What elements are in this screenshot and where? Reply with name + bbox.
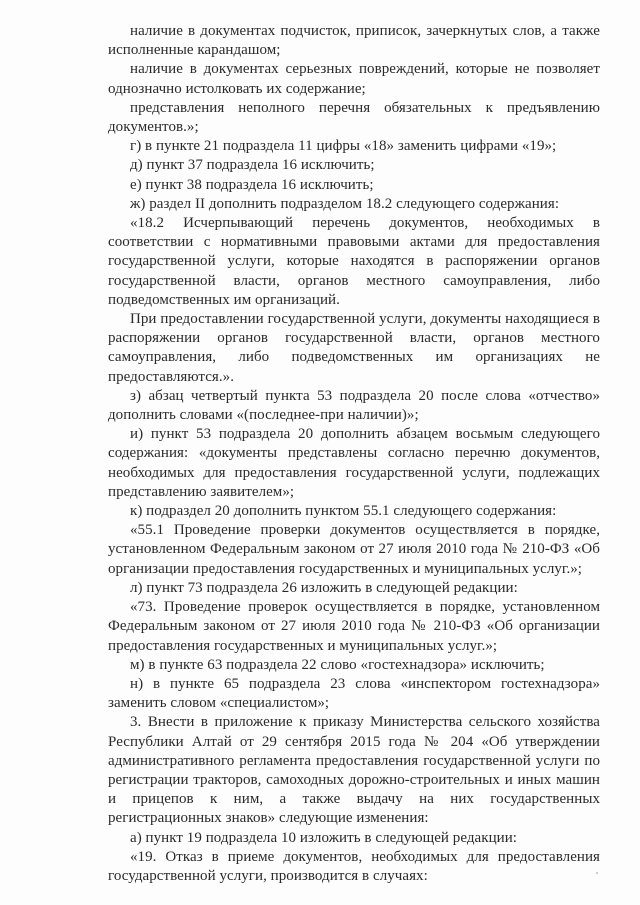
document-body (108, 22, 600, 886)
paragraph-damage: наличие в документах серьезных повреждений, которые не позволяет однозначно истолковать их содержание; (108, 61, 600, 97)
paragraph-73: «73. Проведение проверок осуществляется в порядке, установленном Федеральным законом от 27 июля 2010 года № 210-ФЗ «Об организации предоставления государственных и муниципальных услуг.»; (108, 599, 600, 654)
paragraph-item-n: н) в пункте 65 подраздела 23 слова «инспектором гостехнадзора» заменить словом «специалистом»; (108, 675, 600, 712)
paragraph-item-zh: ж) раздел II дополнить подразделом 18.2 следующего содержания: (130, 195, 560, 212)
paragraph-erasures: наличие в документах подчисток, приписок, зачеркнутых слов, а также исполненные карандашом; (108, 23, 600, 59)
paragraph-item-d: д) пункт 37 подраздела 16 исключить; (130, 157, 375, 174)
paragraph-incomplete-list: представления неполного перечня обязательных к предъявлению документов.»; (108, 99, 600, 136)
paragraph-item-g: г) в пункте 21 подраздела 11 цифры «18» заменить цифрами «19»; (130, 138, 557, 155)
paragraph-19: «19. Отказ в приеме документов, необходимых для предоставления государственной услуги, производится в случаях: (108, 848, 600, 884)
paragraph-item-m: м) в пункте 63 подраздела 22 слово «гостехнадзора» исключить; (130, 656, 545, 673)
paragraph-item-a: а) пункт 19 подраздела 10 изложить в следующей редакции: (130, 829, 518, 846)
paragraph-section-3: 3. Внести в приложение к приказу Министерства сельского хозяйства Республики Алтай от 29 сентября 2015 года № 204 «Об утверждении административного регламента предоставления государственной услуги по регистрации тракторов, самоходных дорожно-строительных и иных машин и прицепов к ним, а также выдачу на них государственных регистрационных знаков» следующие изменения: (108, 714, 600, 827)
paragraph-item-k: к) подраздел 20 дополнить пунктом 55.1 следующего содержания: (130, 503, 557, 520)
paragraph-item-i: и) пункт 53 подраздела 20 дополнить абзацем восьмым следующего содержания: «документы представлены согласно перечню документов, необходимых для предоставления государственной услуги, подлежащих представлению заявителем»; (108, 426, 600, 500)
paragraph-18-2: «18.2 Исчерпывающий перечень документов, необходимых в соответствии с нормативными правовыми актами для предоставления государственной услуги, которые находятся в распоряжении органов государственной власти, органов местного самоуправления, либо подведомственных им организаций. (108, 215, 600, 308)
scan-speck (596, 872, 598, 874)
paragraph-item-z: з) абзац четвертый пункта 53 подраздела 20 после слова «отчество» дополнить словами «(последнее-при наличии)»; (108, 387, 600, 424)
paragraph-item-e: е) пункт 38 подраздела 16 исключить; (130, 176, 374, 193)
paragraph-item-l: л) пункт 73 подраздела 26 изложить в следующей редакции: (130, 579, 518, 596)
paragraph-18-2-continued: При предоставлении государственной услуги, документы находящиеся в распоряжении органов государственной власти, органов местного самоуправления, либо подведомственных им организациях не предоставляются.». (108, 311, 600, 385)
paragraph-55-1: «55.1 Проведение проверки документов осуществляется в порядке, установленном Федеральным законом от 27 июля 2010 года № 210-ФЗ «Об организации предоставления государственных и муниципальных услуг.»; (108, 522, 600, 577)
